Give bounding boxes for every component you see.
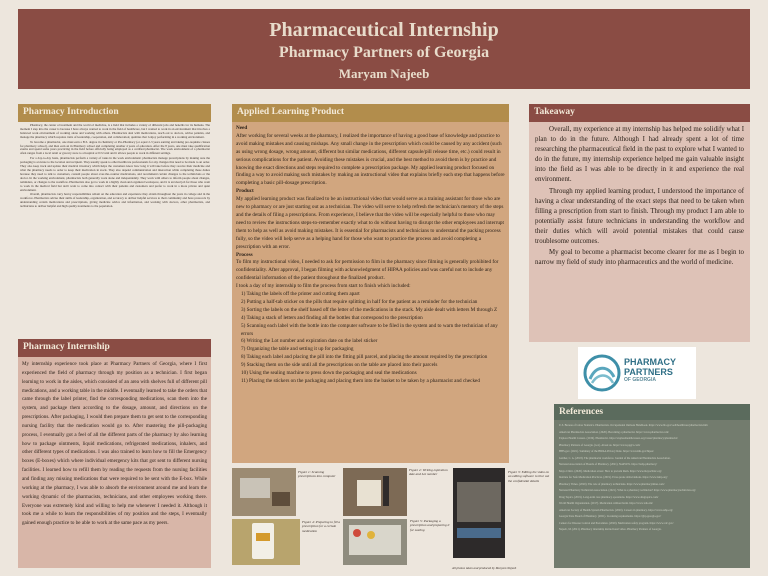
figure-1-caption: Figure 1: Scanning prescriptions into computer [298, 470, 336, 479]
step-item: 10) Using the sealing machine to press down the packaging and seal the medications [241, 370, 417, 377]
product-label: Product [236, 188, 254, 195]
reference-item: National Pharmacy Technician Association. (2021). What is a pharmacy technician? https://www.pharmacytechnician.org/ [559, 489, 696, 492]
references-title: References [559, 407, 604, 417]
internship-title: Pharmacy Internship [23, 342, 110, 352]
reference-item: Pharmacy Partners of Georgia. (n.d.). About us. https://www.ppgrx.com/ [559, 443, 641, 447]
figure-5-caption: Figure 5: Packaging a prescription and preparing it for sealing [410, 519, 450, 532]
applied-header [232, 104, 509, 122]
reference-item: Institute for Safe Medication Practices. (2019). Error-prone abbreviations. https://www.ismp.org/ [559, 476, 668, 479]
organization-name: Pharmacy Partners of Georgia [278, 44, 490, 61]
step-item: 1) Taking the labels off the printer and cutting them apart [241, 291, 360, 298]
poster-header [18, 9, 750, 89]
figure-4-caption: Figure 4: Preparing to fill a prescription for a certain medication [302, 520, 341, 533]
step-item: 11) Placing the stickers on the packaging and placing them into the basket to be taken by a pharmacist and checked [241, 378, 480, 384]
reference-item: Gaither, C. A. (2018). The pharmacist workforce. Journal of the American Pharmacists Association. [559, 456, 671, 460]
figure-2-photo [343, 468, 407, 516]
takeaway-paragraph: Through my applied learning product, I understood the importance of having a clear understanding of the exact steps that need to be taken when filling a prescription from start to finish. Through my product I am able to potentially assist future technicians in understanding the workflow and their duties which will avoid potential mistakes that could cause troublesome outcomes. [535, 187, 744, 246]
reference-item: American Pharmacists Association. (2020). Becoming a pharmacist. https://www.pharmacist.com/ [559, 430, 669, 434]
takeaway-paragraph: Overall, my experience at my internship has helped me solidify what I plan to do in the future. Although I had already spent a lot of time researching the pharmaceutical field in the past to explore what I wanted to do in the future, my internship experience helped me gain valuable insight into the field as I was able to be directly in it and experience the real environment. [535, 126, 744, 184]
takeaway-body [529, 122, 750, 342]
figure-5-photo [343, 519, 407, 565]
step-item: 8) Taking each label and placing the pill into the fitting pill parcel, and placing the amount required by the prescription [241, 354, 488, 361]
reference-item: HHS.gov. (2021). Summary of the HIPAA Privacy Rule. https://www.hhs.gov/hipaa/ [559, 450, 654, 453]
reference-item: Georgia State Board of Pharmacy. (2021). Licensing requirements. https://gbp.georgia.gov/ [559, 515, 662, 518]
figure-1-photo [232, 468, 296, 516]
process-text: To film my instructional video, I needed to ask for permission to film in the pharmacy since filming is generally prohibited for confidentiality. After approval, I began filming with acknowledgment of HIPAA policies and was careful not to include any confidential information of the patient throughout the finalized product. [236, 259, 499, 282]
logo-line-1: PHARMACY [624, 357, 677, 367]
product-text: My applied learning product was finalized to be an instructional video that would serve as a training assistant for those who are new to pharmacy or are just starting out as a technician. The video will serve to help refresh the technician's memory of the steps and the details of filing a prescriptions. From experience, I believe that the video will be especially helpful to those who may need to review the instructions steps-to-remember exactly what to do without having to disrupt the other employees and interrupt them to help as well as avoid making mistakes. It is essential for pharmacists and technicians to understand the packing process fully, so the video will help serve as a helping hand for those who want to practice the process and avoid completing a prescription with an error. [236, 196, 504, 250]
step-item: 9) Stacking them on the side until all the prescriptions on the table are placed into their parcels [241, 362, 438, 369]
logo-swirl-icon [582, 349, 622, 397]
pharmacy-partners-logo [578, 347, 696, 399]
step-item: 5) Scanning each label with the bottle into the computer software to be filed in the system and to warn the technician of any errors [241, 322, 498, 337]
logo-line-3: OF GEORGIA [624, 377, 656, 383]
process-label: Process [236, 251, 253, 258]
reference-item: World Health Organization. (2017). Medication without harm. https://www.who.int/ [559, 502, 653, 505]
intro-title: Pharmacy Introduction [23, 107, 119, 117]
step-item: 7) Organizing the table and setting it up for packaging [241, 346, 354, 353]
figure-3-photo [453, 468, 505, 558]
reference-item: American Society of Health-System Pharmacists. (2020). Careers in pharmacy. https://www.ashp.org/ [559, 508, 673, 512]
intro-paragraph: For a day-to-day basis, pharmacists perform a variety of tasks in the work environment: pharmacists manage prescriptions by making sure the packaging is accurate to the location and recipient. They usually speak to other healthcare professionals for any changes that need to be made to an order. They also keep track and update their medical inventory which helps the customers know how long it will take before they receive their medicine and what the pharmacy needs to order to keep their medication in stock. They also depend communication and interaction while completing these duties because they need to talk to customers, consult people about over-the-counter medications, and recommend certain changes to the technicians or the doctor. In the working environment, pharmacists both generally work alone and independently. They work with others to inform people about changes, reminders, or changes to the workflow. Pharmacists also get to work in a highly clean and organized workspace, and it is an ideal job for those who want to work in the medical field but don't want to come into contact with their patients and customers and prefer to work in a more private and quiet environment. [20, 156, 210, 192]
need-label: Need [236, 125, 248, 131]
intro-paragraph: To become a pharmacist, one must earn a B.S. degree in chemistry or Pre-Pharmacy (or equal 2-3 years earning and taking pre-requisite classes for pharmacy school), and then earn an in Pharmacy school and completing another 4 years of education. After the 8 years, one must take qualification exams and spend some years practicing in the field before officially being employed as a certified pharmacist. The work environment of a pharmacist often ranges from a local retail or grocery store to a hospital or ICU unit and it allows people to work in different settings. [20, 139, 210, 156]
logo-line-2: PARTNERS [624, 367, 673, 377]
step-item: 3) Sorting the labels on the shelf based off the letter of the medications in the stack. My aisle dealt with letters M through Z [241, 306, 498, 313]
step-item: 4) Taking a stack of letters and finding all the bottles that correspond to the prescription [241, 314, 423, 321]
reference-item: Najeeb, M. (2021). Pharmacy internship instructional video. Pharmacy Partners of Georgia. [559, 528, 662, 531]
reference-item: Explore Health Careers. (2019). Pharmacist. https://explorehealthcareers.org/career/pharmacy/pharmacist/ [559, 437, 678, 440]
photo-credit: All photos taken and produced by Maryam Najeeb [452, 566, 517, 570]
applied-title: Applied Learning Product [237, 107, 344, 117]
references-body [554, 420, 750, 568]
step-item: 2) Putting a half-tab sticker on the pills that require splitting in half for the patient as a reminder for the technician [241, 298, 478, 305]
internship-text: My internship experience took place at Pharmacy Partners of Georgia, where I first experienced the field of pharmacy through my position as a technician. I first began learning to work in the aisles, which consisted of an area with shelves full of different pill medications, and a working table in the middle. I eventually learned to take the orders that came through the label printer, find the corresponding medications, scan them into the system, and package them according to the dosage, amount, and directions on the prescriptions. After packaging, I would then prepare them to get sent to the corresponding nursing facility that the medication would go to. After mastering the pill-packaging process, I eventually got a feel of all the different parts of the pharmacy by also learning how to package ointments, liquid medications, refrigerated medications, inhalers, and other different types of medications. I was also trained to learn how to fill the Emergency boxes (E-boxes) which where individual emergency kits that got sent to different nursing facilities. I learned how to refill them by reading the requests from the nursing facilities and finding any missing medications that were required to be sent with the E-box. While working at the pharmacy, I was able to absorb the environment around me and learn the working dynamic of the pharmacists, technicians, and other employees working there. Everyone was extremely kind and willing to help me whenever I needed it. Although it took me a while to learn the responsibilities of my position and the steps, I eventually gained enough practice to be able to work at the same pace as my peers. [22, 361, 207, 527]
intro-body [20, 124, 210, 334]
reference-item: Centers for Disease Control and Prevention. (2020). Medication safety program. https://www.cdc.gov/ [559, 521, 674, 525]
internship-header [18, 339, 211, 357]
figure-2-caption: Figure 2: Writing expiration date and Lot number [409, 468, 448, 477]
applied-body [232, 122, 509, 463]
figure-4-photo [232, 519, 300, 565]
reference-item: U.S. Bureau of Labor Statistics. Pharmacists. Occupational Outlook Handbook. https://www.bls.gov/ooh/healthcare/pharmacists.htm [559, 424, 708, 427]
reference-item: Pharmacy Times. (2020). The role of pharmacy technicians. https://www.pharmacytimes.com/ [559, 482, 665, 486]
internship-body [18, 357, 211, 568]
poster-title: Pharmaceutical Internship [269, 19, 499, 41]
step-item: 6) Writing the Lot number and expiration date on the label sticker [241, 338, 378, 345]
need-text: After working for several weeks at the pharmacy, I realized the importance of having a good base of knowledge and practice to avoid making mistakes and causing mishaps. Any small change in the prescription which could be caused by any accident (such as using wrong dosage, wrong amount, different but similar medications, different capsule/pill release time, etc.) could result in serious complications for the patient. Avoiding these mistakes is crucial, and the best method to avoid them is by practice and knowing the exact directions and steps required to complete a prescription package. My applied learning product focused on finding a way to avoid making such mistakes by making an instructional video that explains briefly each step that happens before completing a basic pill-dosage prescription. [236, 132, 505, 187]
intro-paragraph: Overall, pharmacists carry heavy responsibilities reliant on the education and experience they obtain throughout the years in college and in the workforce. Pharmacists advise their skills of leadership, organization, and accuracy to deliver helpful services to their community and have protocols by understanding certain medications and prescriptions, giving medicine advice and information, and working with doctors, other pharmacists, and technicians to deliver helpful and high quality treatments to the population. [20, 192, 210, 209]
intro-header [18, 104, 211, 122]
intro-paragraph: Pharmacy, the center of treatment and the world of medicine, is a field that includes a variety of different jobs and benefits for its humans. The moment I step into the career is because I have always wanted to work in the field of healthcare, but I wanted to work in an environment that involves a balanced work environment of working alone and working with others. Pharmacists deal with medications, reach out to doctors, advise patients, and manage the pharmacy which requires traits of leadership, cooperation, and collaboration; qualities that I enjoy performing in a working environment. [20, 124, 210, 139]
reference-item: Drug Topics. (2019). Long-term care pharmacy operations. https://www.drugtopics.com/ [559, 495, 659, 499]
takeaway-title: Takeaway [534, 107, 575, 117]
figure-3-caption: Figure 3: Editing the video on an editing software to blur out the confidential details [508, 470, 550, 483]
author-name: Maryam Najeeb [338, 66, 430, 81]
reference-item: Mayo Clinic. (2020). Medication errors: How to prevent them. https://www.mayoclinic.org/ [559, 469, 662, 473]
takeaway-paragraph: My goal to become a pharmacist become clearer for me as I begin to narrow my field of study into pharmaceutics and the world of medicine. [535, 249, 744, 267]
takeaway-header [529, 104, 750, 122]
references-header [554, 404, 750, 420]
steps-intro: I took a day of my internship to film the process from start to finish which included: [236, 283, 411, 290]
reference-item: National Association of Boards of Pharmacy. (2021). NAPLEX. https://nabp.pharmacy/ [559, 463, 658, 466]
